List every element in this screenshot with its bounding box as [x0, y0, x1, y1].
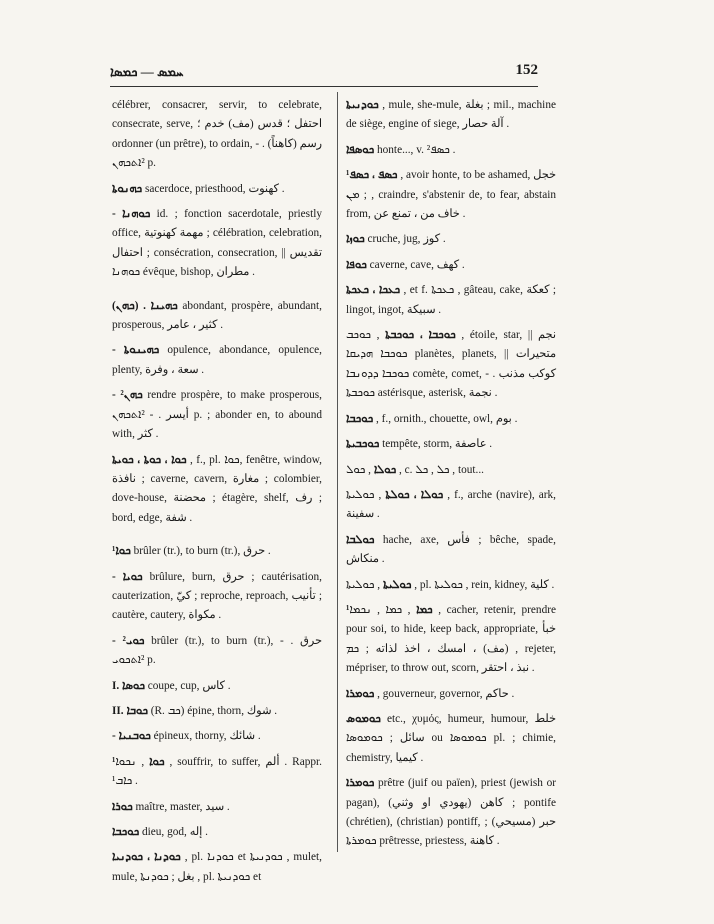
dictionary-entry	[112, 180, 322, 199]
running-head: ܚܡܣ — ܟܡܣܐ	[110, 64, 184, 79]
entry-headword: ¹ܟܘܐ	[112, 545, 131, 558]
dictionary-entry	[346, 601, 556, 679]
dictionary-entry	[112, 205, 322, 283]
entry-headword: ܟܘܕܢܐ ، ܟܘܕܢܝܐ	[112, 851, 181, 864]
dictionary-entry	[112, 451, 322, 529]
entry-headword: ܟܘܟܒܐ ، ܟܘܟܒܬܐ	[385, 329, 456, 342]
entry-text: brûler (tr.), to burn (tr.), حرق . ‑ ²ܐܬܟܘܝ p.	[112, 634, 322, 667]
entry-text: , et f. ܟܥܟܬܐ , gâteau, cake, كعكة ; lingot, ingot, سبيكة .	[346, 284, 556, 316]
dictionary-entry	[112, 823, 322, 842]
entry-text: , ܢܟܘܐ , souffrir, to suffer, ألم . Rappr. ¹ܟܐܒ .	[112, 755, 322, 788]
dictionary-entry	[346, 96, 556, 135]
dictionary-entry	[346, 326, 556, 404]
entry-headword: ܟܘܠܝܬܐ	[382, 578, 412, 591]
entry-headword: ‑ ܟܘܒܢܝܐ	[112, 730, 151, 743]
entry-headword: ¹ܟܡܐ	[346, 603, 433, 616]
entry-headword: ܟܘܠܒܐ	[346, 533, 375, 546]
entry-text: , f., pl. ܟܘܐ, fenêtre, window, نافذة ; caverne, cavern, مغارة ; colombier, dove-house, محضنة ; étagère, shelf, رف ; bord, edge, شفة .	[112, 453, 322, 524]
entry-text: dieu, god, إله .	[141, 826, 208, 838]
dictionary-entry	[346, 774, 556, 852]
dictionary-entry	[112, 341, 322, 380]
dictionary-entry	[346, 576, 556, 595]
entry-text: sacerdoce, priesthood, كهنوت .	[144, 182, 285, 195]
entry-headword: ܟܘܟܒܐ	[112, 826, 140, 838]
entry-text: etc., χυμός, humeur, humour, خلط سائل ; ܟܘܡܘܣܐ ou ܟܘܡܘܣܐ pl. ; chimie, chemistry, كيميا .	[346, 712, 556, 764]
dictionary-entry	[112, 297, 322, 336]
dictionary-entry	[346, 281, 556, 320]
entry-headword: ‑ ²ܟܗܢ	[112, 389, 143, 402]
dictionary-entry	[112, 702, 322, 721]
dictionary-entry	[346, 486, 556, 525]
entry-text: célébrer, consacrer, servir, to celebrate, consecrate, serve, احتفل ؛ قدس (مف) خدم ؛ ordonner (un prêtre), to ordain, رسم (كاهناً) . ‑ ²ܐܬܟܗܢ p.	[112, 99, 323, 170]
dictionary-entry	[112, 848, 322, 887]
column-divider	[337, 92, 338, 852]
right-column	[346, 96, 556, 858]
entry-headword: II. ܟܘܒܐ	[112, 704, 148, 717]
dictionary-entry	[346, 435, 556, 454]
entry-headword: ‑ ܟܘܝܐ	[112, 570, 143, 583]
entry-text: , mule, she-mule, بغلة ; mil., machine de siège, engine of siege, آلة حصار .	[346, 99, 556, 131]
entry-headword: ܟܘܟܒܝܬܐ	[346, 438, 380, 451]
entry-text: abondant, prospère, abundant, prosperous, كثير ، عامر .	[112, 299, 322, 332]
dictionary-entry	[346, 256, 556, 275]
dictionary-entry	[112, 753, 322, 792]
entry-headword: ܟܘܪܐ	[112, 800, 133, 813]
header-rule	[110, 86, 538, 87]
dictionary-entry	[346, 141, 556, 160]
entry-headword: ܟܘܙܐ	[346, 233, 365, 246]
left-column	[112, 96, 322, 893]
entry-headword: (ܟܗܢ) . ܟܗܝܢܐ	[112, 299, 178, 312]
dictionary-entry	[346, 230, 556, 249]
entry-text: épineux, thorny, شائك .	[153, 730, 261, 743]
dictionary-entry	[112, 677, 322, 696]
dictionary-entry	[112, 386, 322, 444]
entry-headword: ܟܘܡܘܣ	[346, 712, 381, 725]
entry-headword: ܟܘܟܒܐ	[346, 412, 374, 425]
entry-text: prêtre (juif ou païen), priest (jewish or pagan), كاهن (يهودي او وثني) ; pontife (chrétien), (christian) pontiff, حبر (مسيحي) ; ܟܘܡܪܬܐ prêtresse, priestess, كاهنة .	[346, 777, 556, 848]
entry-text: caverne, cave, كهف .	[369, 258, 465, 271]
entry-text: maître, master, سيد .	[135, 800, 230, 813]
entry-text: , gouverneur, governor, حاكم .	[377, 687, 515, 700]
dictionary-entry	[112, 568, 322, 626]
dictionary-entry	[346, 685, 556, 704]
entry-text: honte..., v. ²ܟܣܦ .	[376, 143, 456, 156]
entry-text: , ܟܘܠ , c. ܟܠ , ܟܠ , tout...	[346, 463, 485, 476]
page-number: 152	[515, 62, 538, 78]
entry-text: opulence, abondance, opulence, plenty, سعة ، وفرة .	[112, 344, 322, 376]
entry-text: brûler (tr.), to burn (tr.), حرق .	[133, 545, 271, 558]
entry-headword: ¹ܟܣܦ ، ܟܣܦ	[346, 169, 398, 182]
dictionary-entry	[346, 710, 556, 768]
entry-text: tempête, storm, عاصفة .	[382, 438, 493, 451]
entry-headword: ܟܘܠܐ ، ܟܘܠܬܐ	[385, 488, 444, 501]
entry-text: , ܟܘܠܝܬܐ , pl. ܟܘܠܝܬܐ , rein, kidney, كلية .	[346, 578, 555, 591]
dictionary-entry	[112, 96, 322, 174]
entry-headword: ¹ܟܘܐ	[112, 755, 165, 768]
entry-headword: ܟܥܟܐ ، ܟܥܟܬܐ	[346, 284, 401, 297]
entry-headword: I. ܟܘܣܐ	[112, 679, 145, 692]
entry-headword: ܟܘܡܪܐ	[346, 687, 375, 700]
dictionary-entry	[346, 410, 556, 429]
entry-text: coupe, cup, كاس .	[147, 679, 231, 692]
entry-text: id. ; fonction sacerdotale, priestly office, مهمة كهنوتية ; célébration, celebration, احتفال ; consécration, consecration, تقديس || ܟܘܗܢܐ évêque, bishop, مطران .	[112, 208, 322, 279]
entry-text: , ܟܘܟܒ , étoile, star, نجم || ܟܘܟܒܐ ܗܕܝܩܐ planètes, planets, متحيرات || ܟܘܟܒܐ ܕܕܘܢܒܐ comète, comet, كوكب مذنب . ‑ ܟܘܟܒܬܐ astérisque, asterisk, نجمة .	[346, 329, 556, 400]
dictionary-entry	[346, 461, 556, 480]
dictionary-entry	[112, 542, 322, 561]
entry-text: hache, axe, فأس ; bêche, spade, منكاش .	[346, 533, 556, 566]
dictionary-entry	[346, 166, 556, 224]
entry-text: , ܟܘܠܝܬܐ , f., arche (navire), ark, سفينة .	[346, 488, 556, 521]
entry-headword: ܟܘܐ ، ܟܘܬܐ ، ܟܘܝܬܐ	[112, 453, 187, 466]
dictionary-entry	[112, 798, 322, 817]
entry-text: , avoir honte, to be ashamed, خجل ; ܡܢ , craindre, s'abstenir de, to fear, abstain from, خاف من ، تمنع عن .	[346, 169, 557, 221]
entry-headword: ‑ ܟܗܝܢܘܬܐ	[112, 344, 160, 357]
dictionary-entry	[346, 531, 556, 570]
entry-headword: ܟܗܢܘܬܐ	[112, 182, 143, 195]
entry-headword: ‑ ²ܟܘܝ	[112, 634, 145, 647]
entry-headword: ‑ ܟܘܗܢܐ	[112, 208, 151, 221]
entry-text: , ܟܡܐ , ܢܟܡܐ , cacher, retenir, prendre pour soi, to hide, keep back, appropriate, خبأ (مف) ، امسك ، اخذ لذاته ; ܟܡ , rejeter, mépriser, to throw out, scorn, نبذ ، احتقر .	[346, 603, 556, 675]
entry-text: , pl. ܟܘܕܢܐ et ܟܘܕܢܝܬܐ , mulet, mule, بغل ; ܟܘܕܢܬܐ , pl. ܟܘܕܢܝܬܐ et	[112, 851, 322, 883]
entry-text: rendre prospère, to make prosperous, أيسر . ‑ ²ܐܬܟܗܢ p. ; abonder en, to abound with, كثر .	[112, 389, 322, 441]
entry-headword: ܟܘܠܐ	[373, 463, 397, 476]
entry-text: (R. ܟܒ) épine, thorn, شوك .	[150, 704, 278, 717]
entry-headword: ܟܘܕܢܝܬܐ	[346, 99, 379, 111]
entry-headword: ܟܘܦܐ	[346, 258, 367, 271]
dictionary-entry	[112, 727, 322, 746]
page-header	[110, 62, 538, 84]
entry-text: , f., ornith., chouette, owl, بوم .	[375, 412, 518, 425]
entry-headword: ܟܘܣܦܐ	[346, 143, 375, 156]
entry-text: cruche, jug, كوز .	[367, 233, 446, 246]
dictionary-entry	[112, 632, 322, 671]
entry-text: brûlure, burn, حرق ; cautérisation, cauterization, كيّ ; reproche, reproach, تأنيب ; cautère, cautery, مكواة .	[112, 570, 323, 622]
entry-headword: ܟܘܡܪܐ	[346, 777, 375, 790]
